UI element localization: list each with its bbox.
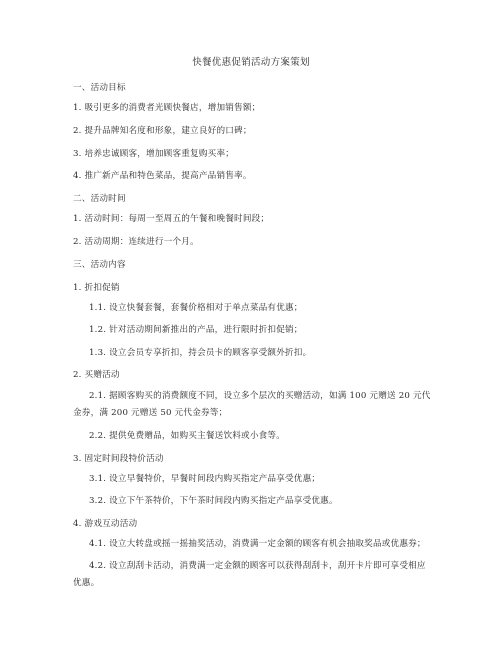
content-point-1-item-2: 1.2. 针对活动期间新推出的产品，进行限时折扣促销； — [89, 325, 303, 335]
time-item-2: 2. 活动周期：连续进行一个月。 — [73, 237, 199, 247]
section-heading-content: 三、活动内容 — [73, 260, 126, 270]
content-point-3-item-1: 3.1. 设立早餐特价，早餐时间段内购买指定产品享受优惠； — [89, 474, 321, 484]
content-point-4-item-2-line-1: 4.2. 设立刮刮卡活动，消费满一定金额的顾客可以获得刮刮卡，刮开卡片即可享受相应 — [89, 561, 426, 571]
content-point-2-item-1-line-1: 2.1. 据顾客购买的消费额度不同，设立多个层次的买赠活动，如满 100 元赠送 20 元代 — [89, 391, 431, 401]
time-item-1: 1. 活动时间：每周一至周五的午餐和晚餐时间段； — [73, 214, 270, 224]
content-point-2-item-1-line-2: 金券，满 200 元赠送 50 元代金券等； — [73, 408, 228, 418]
content-point-4: 4. 游戏互动活动 — [73, 519, 138, 529]
content-point-2-item-2: 2.2. 提供免费赠品，如购买主餐送饮料或小食等。 — [89, 431, 286, 441]
content-point-1: 1. 折扣促销 — [73, 283, 120, 293]
page-title: 快餐优惠促销活动方案策划 — [192, 57, 310, 68]
content-point-2: 2. 买赠活动 — [73, 370, 120, 380]
content-point-4-item-1: 4.1. 设立大转盘或摇一摇抽奖活动，消费满一定金额的顾客有机会抽取奖品或优惠券； — [89, 539, 426, 549]
section-heading-time: 二、活动时间 — [73, 194, 126, 204]
content-point-1-item-1: 1.1. 设立快餐套餐，套餐价格相对于单点菜品有优惠； — [89, 303, 303, 313]
goal-item-3: 3. 培养忠诚顾客，增加顾客重复购买率； — [73, 149, 235, 159]
goal-item-4: 4. 推广新产品和特色菜品，提高产品销售率。 — [73, 171, 252, 181]
goal-item-1: 1. 吸引更多的消费者光顾快餐店，增加销售额； — [73, 103, 261, 113]
goal-item-2: 2. 提升品牌知名度和形象，建立良好的口碑； — [73, 126, 252, 136]
section-heading-goals: 一、活动目标 — [73, 83, 126, 93]
content-point-4-item-2-line-2: 优惠。 — [73, 578, 100, 588]
content-point-3: 3. 固定时间段特价活动 — [73, 454, 164, 464]
content-point-1-item-3: 1.3. 设立会员专享折扣，持会员卡的顾客享受额外折扣。 — [89, 348, 312, 358]
content-point-3-item-2: 3.2. 设立下午茶特价，下午茶时间段内购买指定产品享受优惠。 — [89, 496, 338, 506]
